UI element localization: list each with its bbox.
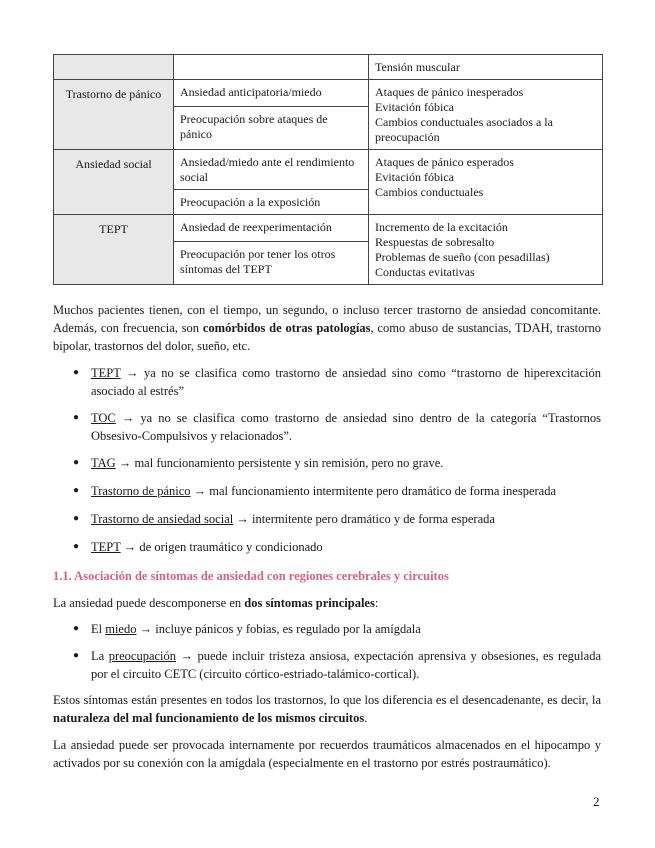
lead-bold: dos síntomas principales — [244, 596, 375, 610]
symptom-cell: Preocupación a la exposición — [174, 190, 369, 215]
list-prefix: El — [91, 622, 106, 636]
circuits-paragraph — [53, 691, 601, 727]
symptom-table — [53, 54, 603, 285]
bullet-icon: ● — [73, 367, 80, 378]
list-item — [53, 364, 601, 400]
table-row — [54, 215, 603, 242]
symptom-line: Respuestas de sobresalto — [375, 235, 495, 249]
disorder-cell: Ansiedad social — [54, 150, 174, 215]
list-prefix: La — [91, 649, 109, 663]
table-row — [54, 80, 603, 107]
paragraph-text: Estos síntomas están presentes en todos los trastornos, lo que los diferencia es el desencadenante, es decir, la — [53, 693, 601, 707]
list-term: preocupación — [108, 649, 177, 663]
intro-text: Muchos pacientes tienen, con el tiempo, un segundo, o incluso tercer trastorno de ansiedad concomitante. Además, con frecuencia, son — [53, 303, 601, 335]
symptom-cell: Ansiedad de reexperimentación — [174, 215, 369, 242]
section-heading: 1.1. Asociación de síntomas de ansiedad con regiones cerebrales y circuitos — [53, 569, 449, 583]
symptom-line: Problemas de sueño (con pesadillas) — [375, 250, 550, 264]
section-lead — [53, 594, 601, 612]
symptom-cell: Preocupación por tener los otros síntomas del TEPT — [174, 241, 369, 284]
page-number: 2 — [593, 794, 600, 809]
bullet-icon: ● — [73, 457, 80, 468]
symptom-cell — [369, 150, 603, 215]
list-text: → ya no se clasifica como trastorno de ansiedad sino como “trastorno de hiperexcitación asociado al estrés” — [91, 366, 601, 398]
list-text: → intermitente pero dramático y de forma esperada — [233, 512, 495, 526]
disorder-bullet-list — [53, 364, 601, 556]
symptom-bullet-list — [53, 620, 601, 683]
table-row — [54, 150, 603, 190]
intro-bold: comórbidos de otras patologías — [202, 321, 371, 335]
list-item — [53, 409, 601, 445]
bullet-icon: ● — [73, 412, 80, 423]
symptom-line: Evitación fóbica — [375, 100, 454, 114]
list-term: TEPT — [91, 540, 121, 554]
list-term: TAG — [91, 456, 116, 470]
bullet-icon: ● — [73, 513, 80, 524]
bullet-icon: ● — [73, 623, 80, 634]
disorder-cell — [54, 55, 174, 80]
symptom-cell: Ansiedad/miedo ante el rendimiento social — [174, 150, 369, 190]
intro-paragraph — [53, 301, 601, 355]
list-item — [53, 620, 601, 638]
list-term: TOC — [91, 411, 116, 425]
list-text: → mal funcionamiento persistente y sin remisión, pero no grave. — [115, 456, 444, 470]
bullet-icon: ● — [73, 485, 80, 496]
paragraph-text: . — [364, 711, 368, 725]
symptom-line: Conductas evitativas — [375, 265, 475, 279]
list-item — [53, 538, 601, 556]
list-text: → puede incluir tristeza ansiosa, expectación aprensiva y obsesiones, es regulada por el circuito CETC (circuito córtico-estriado-talámico-cortical). — [91, 649, 601, 681]
lead-text: La ansiedad puede descomponerse en — [53, 596, 245, 610]
list-item — [53, 482, 601, 500]
list-text: → de origen traumático y condicionado — [120, 540, 323, 554]
list-item — [53, 454, 601, 472]
list-term: Trastorno de ansiedad social — [91, 512, 234, 526]
symptom-cell — [369, 55, 603, 80]
bullet-icon: ● — [73, 541, 80, 552]
list-item — [53, 647, 601, 683]
symptom-line: Incremento de la excitación — [375, 220, 508, 234]
list-term: miedo — [105, 622, 137, 636]
symptom-cell: Ansiedad anticipatoria/miedo — [174, 80, 369, 107]
trauma-paragraph: La ansiedad puede ser provocada internamente por recuerdos traumáticos almacenados en el hipocampo y activados por su conexión con la amígdala (especialmente en el trastorno por estrés postraumático). — [53, 738, 601, 770]
symptom-cell: Preocupación sobre ataques de pánico — [174, 106, 369, 149]
list-term: Trastorno de pánico — [91, 484, 191, 498]
table-row — [54, 55, 603, 80]
symptom-cell — [369, 80, 603, 150]
symptom-cell — [174, 55, 369, 80]
symptom-line: Evitación fóbica — [375, 170, 454, 184]
paragraph-bold: naturaleza del mal funcionamiento de los mismos circuitos — [53, 711, 365, 725]
list-term: TEPT — [91, 366, 121, 380]
list-text: → mal funcionamiento intermitente pero dramático de forma inesperada — [190, 484, 557, 498]
list-item — [53, 510, 601, 528]
lead-text: : — [374, 596, 379, 610]
symptom-line: Cambios conductuales asociados a la preocupación — [375, 115, 553, 144]
symptom-line: Cambios conductuales — [375, 185, 484, 199]
disorder-cell: Trastorno de pánico — [54, 80, 174, 150]
list-text: → ya no se clasifica como trastorno de ansiedad sino dentro de la categoría “Trastornos Obsesivo-Compulsivos y relacionados”. — [91, 411, 601, 443]
symptom-line: Tensión muscular — [375, 60, 460, 74]
disorder-cell: TEPT — [54, 215, 174, 285]
intro-text: , como abuso de sustancias, TDAH, trastorno bipolar, trastornos del dolor, sueño, etc. — [53, 321, 601, 353]
symptom-cell — [369, 215, 603, 285]
list-text: → incluye pánicos y fobias, es regulado por la amígdala — [136, 622, 421, 636]
symptom-line: Ataques de pánico inesperados — [375, 85, 524, 99]
bullet-icon: ● — [73, 650, 80, 661]
symptom-line: Ataques de pánico esperados — [375, 155, 514, 169]
